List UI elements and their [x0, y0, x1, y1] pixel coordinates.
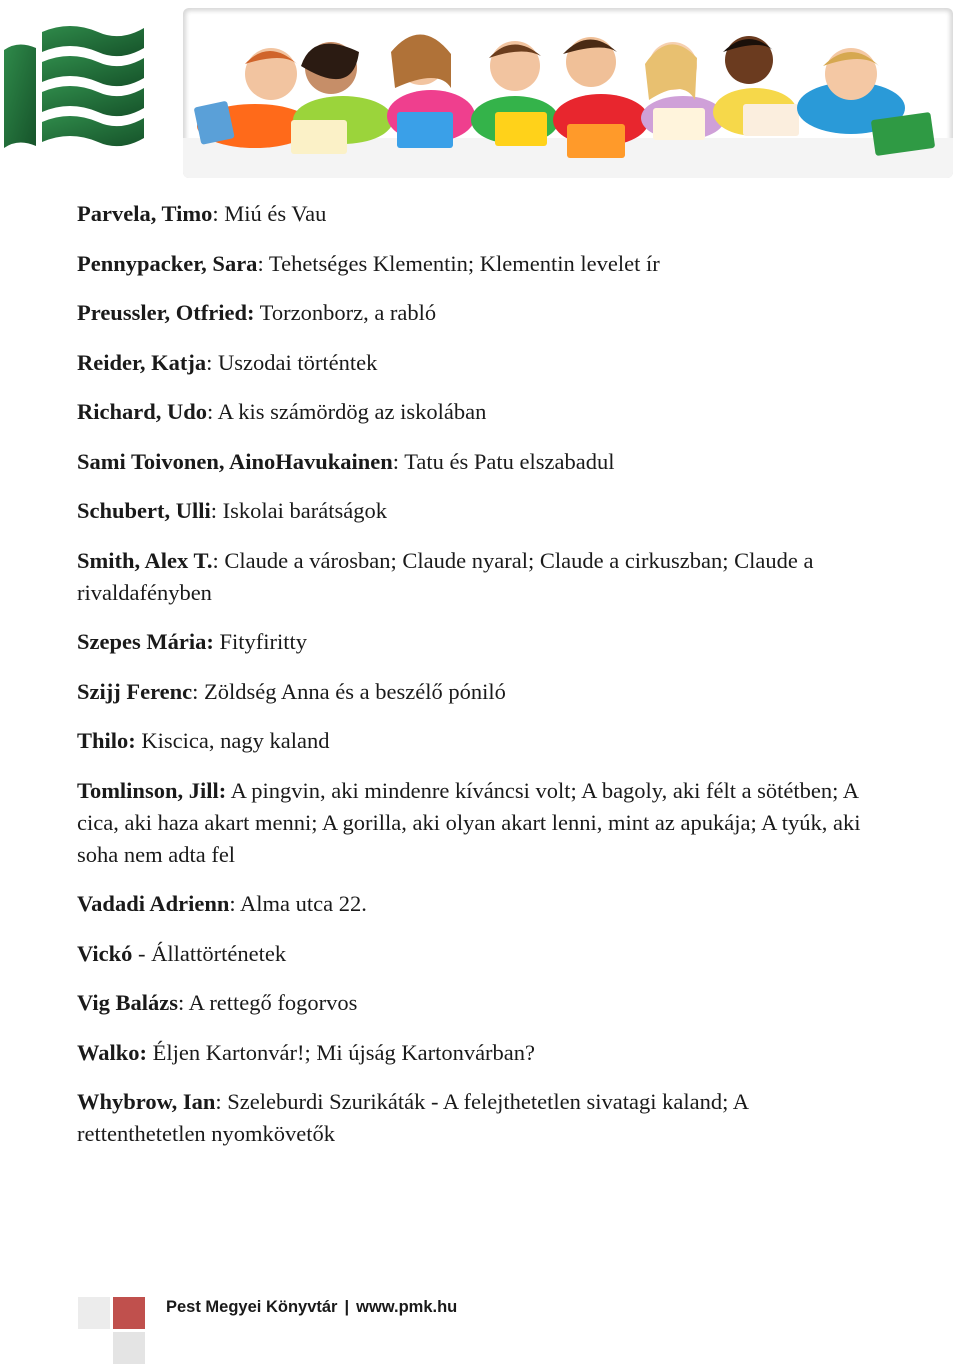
footer-square-red — [113, 1297, 145, 1329]
list-item — [77, 775, 877, 871]
author-name: Sami Toivonen, AinoHavukainen — [77, 448, 393, 474]
author-name: Szepes Mária: — [77, 629, 214, 654]
book-titles: : Miú és Vau — [212, 201, 327, 226]
list-item — [77, 725, 877, 757]
book-titles: Torzonborz, a rabló — [254, 300, 437, 325]
list-item — [77, 888, 877, 920]
list-item — [77, 1086, 877, 1150]
book-titles: : A kis számördög az iskolában — [207, 399, 487, 424]
library-wave-logo — [0, 22, 150, 154]
author-name: Preussler, Otfried: — [77, 300, 255, 325]
author-name: Walko: — [77, 1039, 148, 1065]
children-reading-books-photo — [183, 8, 953, 178]
book-titles: : Szeleburdi Szurikáták - A felejthetetlen sivatagi kaland; A rettenthetetlen nyomkövetők — [77, 1089, 748, 1146]
book-list — [77, 198, 877, 1168]
footer-square-lightgray — [113, 1332, 145, 1364]
list-item — [77, 1037, 877, 1069]
children-reading-banner — [183, 8, 953, 178]
website-link[interactable]: www.pmk.hu — [356, 1298, 458, 1316]
list-item — [77, 676, 877, 708]
author-name: Szijj Ferenc — [77, 678, 193, 704]
author-name: Vadadi Adrienn — [77, 891, 230, 916]
list-item — [77, 248, 877, 280]
author-name: Richard, Udo — [77, 399, 208, 424]
list-item — [77, 297, 877, 329]
footer — [166, 1298, 457, 1317]
book-titles: : A rettegő fogorvos — [178, 990, 358, 1015]
author-name: Whybrow, Ian — [77, 1089, 216, 1114]
book-titles: Éljen Kartonvár!; Mi újság Kartonvárban? — [147, 1039, 536, 1065]
author-name: Tomlinson, Jill: — [77, 777, 227, 803]
book-titles: : Iskolai barátságok — [210, 498, 387, 523]
author-name: Pennypacker, Sara — [77, 250, 258, 276]
library-name: Pest Megyei Könyvtár — [166, 1298, 338, 1316]
book-titles: : Tehetséges Klementin; Klementin levelet ír — [257, 250, 660, 276]
list-item — [77, 987, 877, 1019]
author-name: Parvela, Timo — [77, 201, 213, 226]
author-name: Schubert, Ulli — [77, 498, 211, 523]
footer-decoration — [78, 1297, 146, 1365]
footer-separator: | — [344, 1298, 350, 1316]
author-name: Thilo: — [77, 728, 136, 753]
book-titles: : Alma utca 22. — [229, 891, 367, 916]
footer-square-white — [78, 1332, 110, 1364]
author-name: Smith, Alex T. — [77, 547, 213, 573]
list-item — [77, 626, 877, 658]
book-titles: : Uszodai történtek — [206, 349, 378, 375]
book-titles: - Állattörténetek — [132, 940, 287, 966]
library-logo — [0, 22, 150, 154]
book-titles: : Tatu és Patu elszabadul — [392, 448, 615, 474]
author-name: Vickó — [77, 940, 133, 966]
list-item — [77, 446, 877, 478]
list-item — [77, 396, 877, 428]
book-titles: Fityfiritty — [213, 629, 307, 654]
book-titles: : Claude a városban; Claude nyaral; Claude a cirkuszban; Claude a rivaldafényben — [77, 547, 814, 605]
author-name: Vig Balázs — [77, 990, 179, 1015]
list-item — [77, 495, 877, 527]
author-name: Reider, Katja — [77, 349, 207, 375]
book-titles: : Zöldség Anna és a beszélő póniló — [192, 678, 506, 704]
book-titles: Kiscica, nagy kaland — [135, 728, 330, 753]
list-item — [77, 347, 877, 379]
footer-square-gray — [78, 1297, 110, 1329]
book-titles: A pingvin, aki mindenre kíváncsi volt; A bagoly, aki félt a sötétben; A cica, aki haza akart menni; A gorilla, aki olyan akart lenni, mint az apukája; A tyúk, aki soha nem adta fel — [77, 777, 861, 867]
list-item — [77, 545, 877, 609]
list-item — [77, 938, 877, 970]
list-item — [77, 198, 877, 230]
